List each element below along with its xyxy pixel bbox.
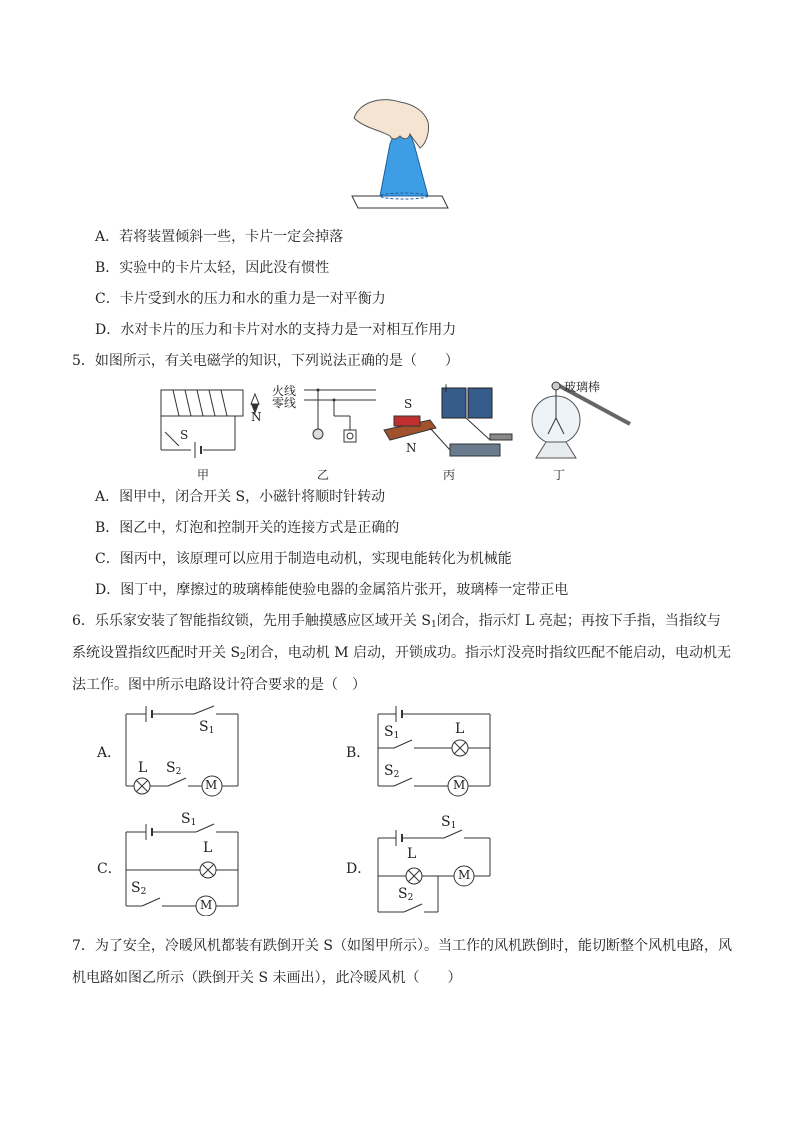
q6-circuit-a [122, 704, 242, 800]
q5-caption-yi: 乙 [317, 468, 330, 482]
circuit-c-l: L [203, 840, 213, 856]
q5-figure-jia [155, 384, 265, 480]
q7-stem-line1: 7．为了安全，冷暖风机都装有跌倒开关 S（如图甲所示）。当工作的风机跌倒时，能切断整个风机电路，风 [72, 938, 732, 954]
q5-bing-minus-label: − [474, 381, 485, 395]
q5-stem: 5．如图所示，有关电磁学的知识，下列说法正确的是（ ） [72, 353, 459, 369]
q6-option-a-label: A． [97, 745, 122, 761]
q5-caption-jia: 甲 [197, 468, 210, 482]
q5-option-c: C．图丙中，该原理可以应用于制造电动机，实现电能转化为机械能 [95, 551, 512, 567]
circuit-d-s2: $S_2$ [398, 886, 414, 903]
circuit-c-m: M [200, 898, 213, 912]
q6-option-c-label: C． [97, 861, 122, 877]
q5-bing-plus-label: + [441, 381, 452, 395]
circuit-d-s1: $S_1$ [441, 814, 457, 831]
q5-caption-bing: 丙 [443, 468, 456, 482]
q6-circuit-d [374, 820, 494, 916]
circuit-b-l: L [455, 721, 465, 737]
circuit-d-m: M [458, 868, 471, 882]
q6-stem-line1: 6．乐乐家安装了智能指纹锁，先用手触摸感应区域开关 $S_1$闭合，指示灯 L 亮起；再按下手指，当指纹与 [72, 613, 721, 630]
q6-circuit-c [122, 820, 242, 916]
q4-option-d: D．水对卡片的压力和卡片对水的支持力是一对相互作用力 [95, 322, 457, 338]
q5-bing-n-label: N [406, 441, 417, 455]
q5-option-b: B．图乙中，灯泡和控制开关的连接方式是正确的 [95, 520, 400, 536]
circuit-b-s1: $S_1$ [384, 724, 400, 741]
q5-option-a: A．图甲中，闭合开关 S，小磁针将顺时针转动 [95, 489, 386, 505]
q5-caption-ding: 丁 [553, 468, 566, 482]
q4-option-b: B．实验中的卡片太轻，因此没有惯性 [95, 260, 330, 276]
q4-option-c: C．卡片受到水的压力和水的重力是一对平衡力 [95, 291, 386, 307]
circuit-c-s1: $S_1$ [181, 811, 197, 828]
q7-stem-line2: 机电路如图乙所示（跌倒开关 S 未画出），此冷暖风机（ ） [72, 970, 462, 986]
circuit-a-s1: $S_1$ [199, 719, 215, 736]
circuit-b-m: M [453, 778, 466, 792]
q5-zero-wire-label: 零线 [272, 396, 297, 410]
q5-jia-s-label: S [180, 428, 189, 442]
circuit-a-s2: $S_2$ [166, 760, 182, 777]
q6-stem-line2: 系统设置指纹匹配时开关 $S_2$闭合，电动机 M 启动，开锁成功。指示灯没亮时指纹匹配不能启动，电动机无 [72, 645, 732, 662]
q6-option-d-label: D． [346, 861, 372, 877]
q5-jia-n-label: N [251, 410, 262, 424]
q5-bing-s-label: S [404, 397, 413, 411]
q4-option-a: A．若将装置倾斜一些，卡片一定会掉落 [95, 229, 344, 245]
q6-stem-line3: 法工作。图中所示电路设计符合要求的是（ ） [72, 677, 366, 693]
q5-option-d: D．图丁中，摩擦过的玻璃棒能使验电器的金属箔片张开，玻璃棒一定带正电 [95, 582, 569, 598]
circuit-b-s2: $S_2$ [384, 763, 400, 780]
circuit-a-l: L [138, 760, 148, 776]
q6-option-b-label: B． [346, 745, 371, 761]
circuit-c-s2: $S_2$ [131, 880, 147, 897]
q5-figure-bing [380, 384, 520, 464]
circuit-d-l: L [407, 846, 417, 862]
inverted-glass-figure [350, 96, 450, 212]
q6-circuit-b [374, 704, 494, 800]
circuit-a-m: M [205, 778, 218, 792]
q5-figure-yi [300, 386, 380, 448]
q5-glass-rod-label: 玻璃棒 [564, 380, 601, 394]
q5-fire-wire-label: 火线 [272, 384, 297, 398]
